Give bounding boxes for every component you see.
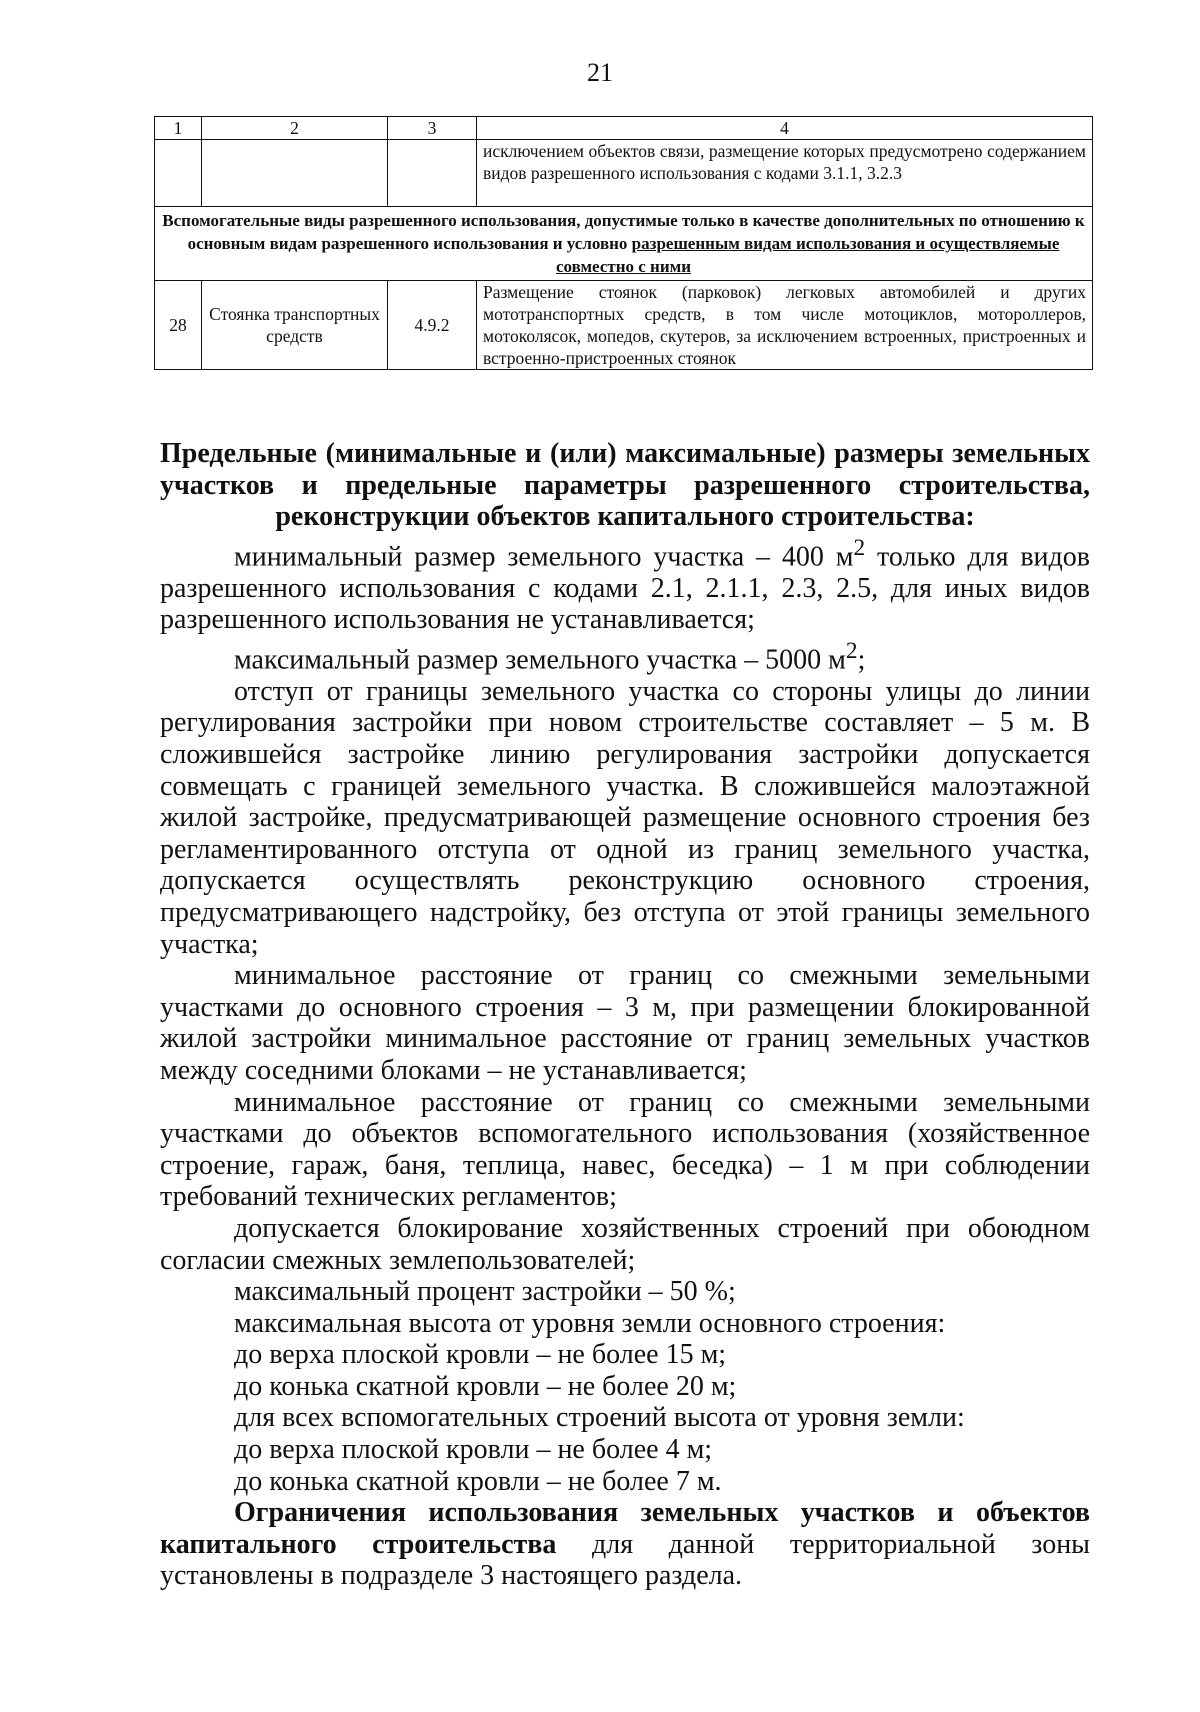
section-title-main: Вспомогательные виды разрешенного использования, допустимые только в качестве дополнительных по отношению к основным видам разрешенного использования и условно	[162, 211, 1085, 253]
paragraph-auxiliary-distance: минимальное расстояние от границ со смежными земельными участками до объектов вспомогательного использования (хозяйственное строение, гараж, баня, теплица, навес, беседка) – 1 м при соблюдении требований технических регламентов;	[160, 1086, 1090, 1213]
paragraph-restrictions	[160, 1497, 1090, 1592]
table-cell-empty	[388, 140, 477, 207]
paragraph-min-size	[160, 533, 1090, 636]
restrictions-bold: Ограничения использования земельных участков и объектов капитального строительства	[160, 1497, 1090, 1560]
table-section-row	[155, 207, 1093, 281]
table-cell-description: исключением объектов связи, размещение которых предусмотрено содержанием видов разрешенного использования с кодами 3.1.1, 3.2.3	[477, 140, 1093, 207]
paragraph-max-size	[160, 636, 1090, 676]
table-header-cell: 3	[388, 117, 477, 140]
table-cell-code: 4.9.2	[388, 281, 477, 370]
table-header-row	[155, 117, 1093, 140]
land-use-table	[154, 116, 1093, 370]
section-title-last: разрешенным видам использования и осуществляемые совместно с ними	[555, 234, 1060, 276]
table-section-title	[155, 207, 1093, 281]
paragraph-blocking: допускается блокирование хозяйственных строений при обоюдном согласии смежных землепользователей;	[160, 1212, 1090, 1276]
paragraph-setback: отступ от границы земельного участка со стороны улицы до линии регулирования застройки при новом строительстве составляет – 5 м. В сложившейся застройке линию регулирования застройки допускается совмещать с границей земельного участка. В сложившейся малоэтажной жилой застройке, предусматривающей размещение основного строения без регламентированного отступа от одной из границ земельного участка, допускается осуществлять реконструкцию основного строения, предусматривающего надстройку, без отступа от этой границы земельного участка;	[160, 675, 1090, 960]
table-cell-empty	[155, 140, 202, 207]
paragraph-text: только для видов разрешенного использования с кодами 2.1, 2.1.1, 2.3, 2.5, для иных видов разрешенного использования не устанавливается;	[160, 541, 1090, 636]
paragraph-max-coverage: максимальный процент застройки – 50 %;	[234, 1276, 736, 1308]
table-row	[155, 281, 1093, 370]
superscript: 2	[845, 637, 858, 664]
table-header-cell: 1	[155, 117, 202, 140]
table-cell-empty	[202, 140, 388, 207]
paragraph-aux-flat-roof: до верха плоской кровли – не более 4 м;	[234, 1434, 713, 1466]
paragraph-aux-pitched-roof: до конька скатной кровли – не более 7 м.	[234, 1465, 722, 1497]
page-number: 21	[587, 58, 613, 87]
table-header-cell: 4	[477, 117, 1093, 140]
paragraph-text: ;	[857, 644, 866, 676]
section-heading	[160, 438, 1090, 533]
restrictions-rest: для данной территориальной зоны установлены в подразделе 3 настоящего раздела.	[160, 1528, 1090, 1592]
superscript: 2	[853, 534, 866, 561]
table-cell-description: Размещение стоянок (парковок) легковых автомобилей и других мототранспортных средств, в том числе мотоциклов, мотороллеров, мотоколясок, мопедов, скутеров, за исключением встроенных, пристроенных и встроенно-пристроенных стоянок	[477, 281, 1093, 370]
paragraph-text: максимальный размер земельного участка – 5000 м	[234, 644, 846, 676]
table-header-cell: 2	[202, 117, 388, 140]
paragraph-max-height: максимальная высота от уровня земли основного строения:	[234, 1307, 946, 1339]
paragraph-text: минимальный размер земельного участка – 400 м	[234, 541, 854, 573]
heading-line-2: строительства, реконструкции объектов капитального строительства:	[275, 469, 1090, 533]
paragraph-main-building-distance: минимальное расстояние от границ со смежными земельными участками до основного строения – 3 м, при размещении блокированной жилой застройки минимальное расстояние от границ земельных участков между соседними блоками – не устанавливается;	[160, 960, 1090, 1086]
paragraph-pitched-roof: до конька скатной кровли – не более 20 м;	[234, 1370, 737, 1402]
paragraph-flat-roof: до верха плоской кровли – не более 15 м;	[234, 1339, 727, 1371]
table-cell-name: Стоянка транспортных средств	[202, 281, 388, 370]
paragraph-auxiliary-height: для всех вспомогательных строений высота от уровня земли:	[234, 1402, 965, 1434]
table-cell-number: 28	[155, 281, 202, 370]
table-row-continued	[155, 140, 1093, 207]
body-text	[160, 438, 1090, 1592]
heading-line-1: Предельные (минимальные и (или) максимальные) размеры земельных участков и предельные параметры разрешенного	[160, 438, 1090, 501]
